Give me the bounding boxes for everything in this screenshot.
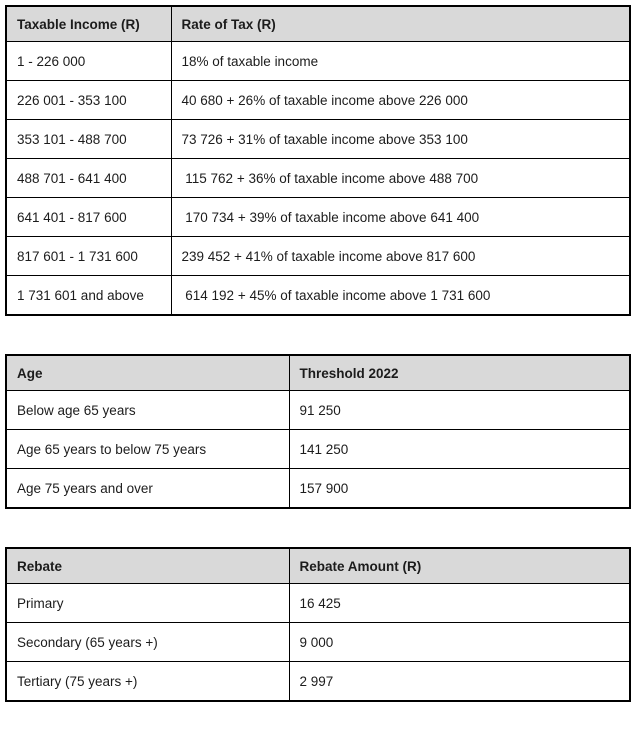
column-header-threshold: Threshold 2022 (289, 355, 630, 391)
age-group-cell: Age 65 years to below 75 years (6, 430, 289, 469)
age-group-cell: Age 75 years and over (6, 469, 289, 509)
table-row (6, 42, 630, 81)
column-header-rebate-amount: Rebate Amount (R) (289, 548, 630, 584)
column-header-rebate: Rebate (6, 548, 289, 584)
table-row (6, 198, 630, 237)
column-header-age: Age (6, 355, 289, 391)
rebate-type-cell: Secondary (65 years +) (6, 623, 289, 662)
rebate-amount-cell: 9 000 (289, 623, 630, 662)
income-bracket-cell: 353 101 - 488 700 (6, 120, 171, 159)
column-header-taxable-income: Taxable Income (R) (6, 6, 171, 42)
table-header-row (6, 548, 630, 584)
tax-brackets-table (5, 5, 631, 316)
income-bracket-cell: 1 731 601 and above (6, 276, 171, 316)
table-row (6, 662, 630, 702)
tax-rate-cell: 18% of taxable income (171, 42, 630, 81)
income-bracket-cell: 641 401 - 817 600 (6, 198, 171, 237)
table-header-row (6, 355, 630, 391)
tax-rate-cell: 73 726 + 31% of taxable income above 353 100 (171, 120, 630, 159)
income-bracket-cell: 1 - 226 000 (6, 42, 171, 81)
table-row (6, 159, 630, 198)
rebate-type-cell: Tertiary (75 years +) (6, 662, 289, 702)
tax-rebate-table (5, 547, 631, 702)
income-bracket-cell: 488 701 - 641 400 (6, 159, 171, 198)
tax-rate-cell: 115 762 + 36% of taxable income above 488 700 (171, 159, 630, 198)
table-row (6, 623, 630, 662)
income-bracket-cell: 817 601 - 1 731 600 (6, 237, 171, 276)
tax-rate-cell: 614 192 + 45% of taxable income above 1 731 600 (171, 276, 630, 316)
tax-rate-cell: 40 680 + 26% of taxable income above 226 000 (171, 81, 630, 120)
table-row (6, 584, 630, 623)
table-row (6, 120, 630, 159)
rebate-amount-cell: 2 997 (289, 662, 630, 702)
table-row (6, 430, 630, 469)
tax-threshold-table (5, 354, 631, 509)
threshold-value-cell: 157 900 (289, 469, 630, 509)
table-row (6, 391, 630, 430)
age-group-cell: Below age 65 years (6, 391, 289, 430)
table-row (6, 469, 630, 509)
table-row (6, 237, 630, 276)
table-header-row (6, 6, 630, 42)
tax-rate-cell: 170 734 + 39% of taxable income above 641 400 (171, 198, 630, 237)
rebate-type-cell: Primary (6, 584, 289, 623)
rebate-amount-cell: 16 425 (289, 584, 630, 623)
tax-rate-cell: 239 452 + 41% of taxable income above 817 600 (171, 237, 630, 276)
threshold-value-cell: 141 250 (289, 430, 630, 469)
table-row (6, 276, 630, 316)
table-row (6, 81, 630, 120)
threshold-value-cell: 91 250 (289, 391, 630, 430)
column-header-rate-of-tax: Rate of Tax (R) (171, 6, 630, 42)
income-bracket-cell: 226 001 - 353 100 (6, 81, 171, 120)
